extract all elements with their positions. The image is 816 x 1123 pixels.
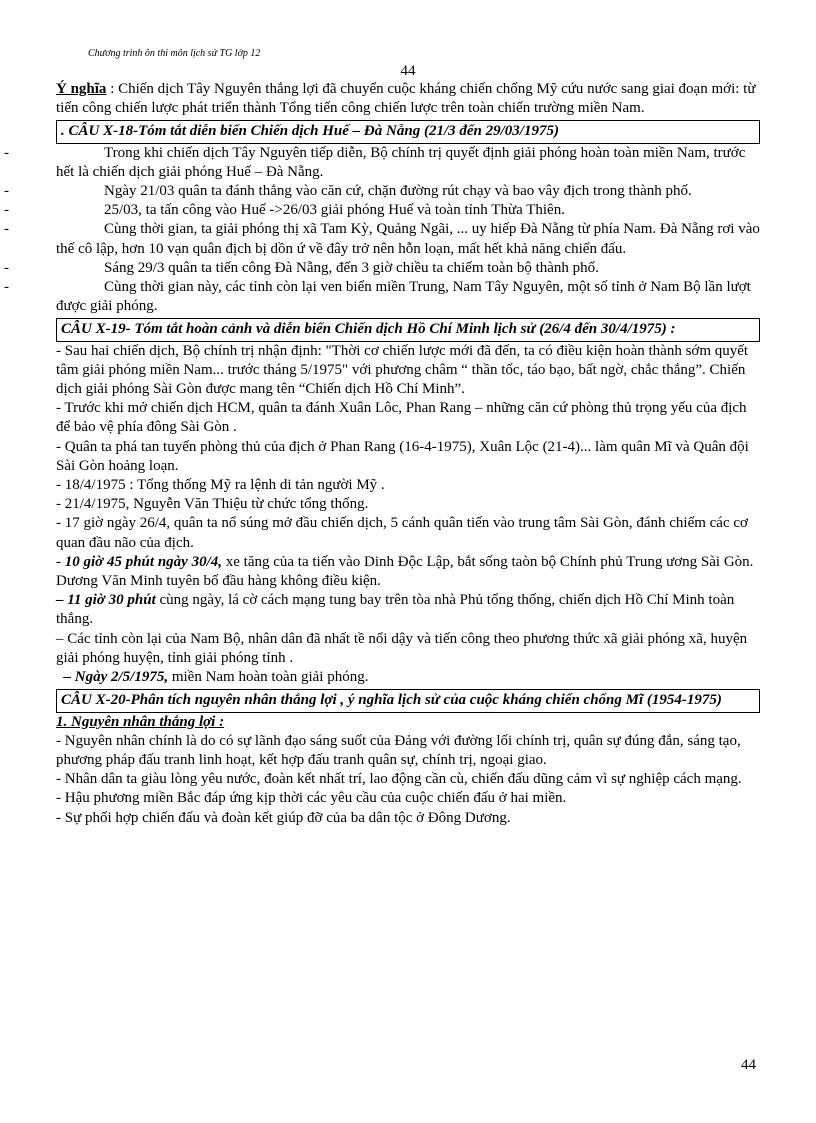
q19-heading: CÂU X-19- Tóm tắt hoàn cảnh và diễn biến Chiến dịch Hồ Chí Minh lịch sử (26/4 đến 30/4/1975) : (56, 318, 760, 341)
q18-item: - Cùng thời gian này, các tỉnh còn lại ven biển miền Trung, Nam Tây Nguyên, một số tỉnh ở Nam Bộ lần lượt được giải phóng. (4, 279, 751, 315)
q19-paragraph: – Các tỉnh còn lại của Nam Bộ, nhân dân đã nhất tề nổi dậy và tiến công theo phương thức xã giải phóng xã, huyện giải phóng huyện, tỉnh giải phóng tỉnh . (56, 630, 748, 666)
q20-item: - Nhân dân ta giàu lòng yêu nước, đoàn kết nhất trí, lao động cần cù, chiến đấu dũng cảm vì sự nghiệp cách mạng. (56, 771, 742, 788)
q20-heading: CÂU X-20-Phân tích nguyên nhân thắng lợi , ý nghĩa lịch sử của cuộc kháng chiến chống Mĩ (1954-1975) (56, 689, 760, 712)
q19-paragraph: - Sau hai chiến dịch, Bộ chính trị nhận định: "Thời cơ chiến lược mới đã đến, ta có điều kiện hoàn thành sớm quyết tâm giải phóng miền Nam... trước tháng 5/1975" với phương châm “ thần tốc, táo bạo, bất ngờ, chắc thắng”. Chiến dịch giải phóng Sài Gòn được mang tên “Chiến dịch Hồ Chí Minh”. (56, 342, 749, 398)
q20-subheading: 1. Nguyên nhân thắng lợi : (56, 713, 225, 730)
intro-paragraph (56, 80, 760, 118)
q19-paragraph: - 18/4/1975 : Tổng thống Mỹ ra lệnh di tản người Mỹ . (56, 477, 385, 494)
q19-paragraph: - 17 giờ ngày 26/4, quân ta nổ súng mở đầu chiến dịch, 5 cánh quân tiến vào trung tâm Sài Gòn, đánh chiếm các cơ quan đầu não của địch. (56, 515, 748, 551)
q19-paragraph: – 11 giờ 30 phút cùng ngày, lá cờ cách mạng tung bay trên tòa nhà Phủ tổng thống, chiến dịch Hồ Chí Minh toàn thắng. (56, 592, 735, 628)
q19-paragraph: – Ngày 2/5/1975, miền Nam hoàn toàn giải phóng. (56, 669, 369, 686)
q19-paragraph: - Trước khi mở chiến dịch HCM, quân ta đánh Xuân Lôc, Phan Rang – những căn cứ phòng thủ trọng yếu của địch để bảo vệ phía đông Sài Gòn . (56, 400, 747, 436)
q20-item: - Nguyên nhân chính là do có sự lãnh đạo sáng suốt của Đảng với đường lối chính trị, quân sự đúng đắn, sáng tạo, phương pháp đấu tranh linh hoạt, kết hợp đấu tranh quân sự, chính trị, ngoại giao. (56, 732, 741, 768)
page-number-top: 44 (400, 63, 416, 79)
q20-item: - Hậu phương miền Bắc đáp ứng kịp thời các yêu cầu của cuộc chiến đấu ở hai miền. (56, 790, 567, 807)
q18-item: - Trong khi chiến dịch Tây Nguyên tiếp diễn, Bộ chính trị quyết định giải phóng hoàn toàn miền Nam, trước hết là chiến dịch giải phóng Huế – Đà Nẵng. (4, 144, 746, 180)
intro-text: : Chiến dịch Tây Nguyên thắng lợi đã chuyển cuộc kháng chiến chống Mỹ cứu nước sang giai đoạn mới: từ tiến công chiến lược phát triển thành Tổng tiến công chiến lược trên toàn chiến trường miền Nam. (56, 81, 756, 117)
q19-paragraph: - 21/4/1975, Nguyễn Văn Thiệu từ chức tổng thống. (56, 496, 369, 513)
q18-item: - Ngày 21/03 quân ta đánh thẳng vào căn cứ, chặn đường rút chạy và bao vây địch trong thành phố. (4, 183, 692, 200)
q20-item: - Sự phối hợp chiến đấu và đoàn kết giúp đỡ của ba dân tộc ở Đông Dương. (56, 809, 511, 826)
header-program-note: Chương trình ôn thi môn lịch sử TG lớp 12 (88, 48, 261, 59)
q19-paragraph: - 10 giờ 45 phút ngày 30/4, xe tăng của ta tiến vào Dinh Độc Lập, bắt sống taòn bộ Chính phủ Trung ương Sài Gòn. Dương Văn Minh tuyên bố đầu hàng không điều kiện. (56, 553, 754, 590)
intro-label: Ý nghĩa (56, 81, 107, 97)
q18-item: - Sáng 29/3 quân ta tiến công Đà Nẵng, đến 3 giờ chiều ta chiếm toàn bộ thành phố. (4, 259, 599, 276)
q18-item: - Cùng thời gian, ta giải phóng thị xã Tam Kỳ, Quảng Ngãi, ... uy hiếp Đà Nẵng từ phía Nam. Đà Nẵng rơi vào thế cô lập, hơn 10 vạn quân địch bị dồn ứ về đây trở nên hỗn loạn, mất hết khả năng chiến đấu. (4, 221, 760, 257)
document-body (4, 80, 760, 828)
q19-paragraph: - Quân ta phá tan tuyến phòng thủ của địch ở Phan Rang (16-4-1975), Xuân Lộc (21-4)... làm quân Mĩ và Quân đội Sài Gòn hoảng loạn. (56, 438, 749, 474)
q18-item: - 25/03, ta tấn công vào Huế ->26/03 giải phóng Huế và toàn tỉnh Thừa Thiên. (4, 202, 565, 219)
page-number-bottom: 44 (741, 1057, 756, 1073)
q18-heading: . CÂU X-18-Tóm tắt diễn biến Chiến dịch Huế – Đà Nẵng (21/3 đến 29/03/1975) (56, 120, 760, 143)
